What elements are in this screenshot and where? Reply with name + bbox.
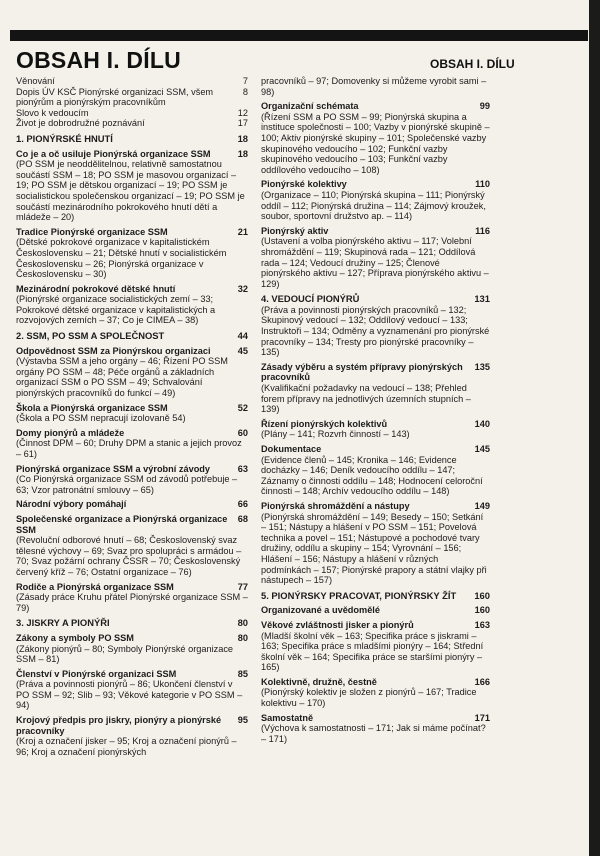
toc-section xyxy=(261,419,490,440)
toc-section xyxy=(16,715,248,757)
toc-chapter-heading xyxy=(16,331,248,342)
toc-page-number: 52 xyxy=(237,402,248,413)
toc-page-number: 12 xyxy=(237,107,248,118)
toc-section xyxy=(261,620,490,673)
toc-page-number: 17 xyxy=(237,118,248,129)
toc-page-number: 66 xyxy=(237,499,248,510)
toc-heading-text: Odpovědnost SSM za Pionýrskou organizaci xyxy=(16,345,211,356)
toc-section xyxy=(16,284,248,326)
toc-section-heading xyxy=(261,713,490,724)
toc-page-number: 131 xyxy=(474,293,490,305)
toc-right-entries xyxy=(261,101,490,744)
toc-intro-list xyxy=(16,76,248,129)
toc-section-heading xyxy=(261,419,490,430)
toc-heading-text: 2. SSM, PO SSM A SPOLEČNOST xyxy=(16,330,165,342)
toc-left-entries xyxy=(16,134,248,757)
toc-page-number: 63 xyxy=(237,463,248,474)
toc-section-description: (Škola a PO SSM nepracují izolovaně 54) xyxy=(16,413,186,424)
toc-intro-text: Dopis ÚV KSČ Pionýrské organizaci SSM, všem pionýrům a pionýrským pracovníkům xyxy=(16,86,214,108)
toc-page-number: 140 xyxy=(474,418,490,429)
toc-heading-text: Domy pionýrů a mládeže xyxy=(16,427,125,438)
toc-page-number: 80 xyxy=(237,617,248,629)
toc-heading-text: Co je a oč usiluje Pionýrská organizace SSM xyxy=(16,148,211,159)
toc-page-number: 95 xyxy=(237,715,248,726)
toc-section-heading xyxy=(261,605,490,616)
toc-section xyxy=(261,677,490,709)
toc-left-column xyxy=(16,76,248,757)
toc-page-number: 80 xyxy=(237,632,248,643)
toc-chapter xyxy=(261,591,490,602)
toc-section-heading xyxy=(16,633,248,644)
top-black-bar xyxy=(10,30,588,41)
toc-heading-text: Zákony a symboly PO SSM xyxy=(16,632,134,643)
toc-section-heading xyxy=(261,101,490,112)
toc-intro-item xyxy=(16,87,248,108)
toc-section-description: (Kroj a označení jisker – 95; Kroj a označení pionýrů – 96; Kroj a označení pionýrských xyxy=(16,736,237,757)
toc-intro-text: Život je dobrodružné poznávání xyxy=(16,118,145,129)
toc-page-number: 77 xyxy=(237,581,248,592)
toc-heading-text: Pionýrský aktiv xyxy=(261,225,329,236)
toc-page-number: 7 xyxy=(242,76,248,86)
toc-section xyxy=(261,444,490,497)
toc-intro-text: Věnování xyxy=(16,76,55,86)
toc-heading-text: Rodiče a Pionýrská organizace SSM xyxy=(16,581,174,592)
toc-page-number: 145 xyxy=(474,444,490,454)
toc-section-description: (Pionýrské organizace socialistických zemí – 33; Pokrokové dětské organizace v kapitalistických a rozvojových zemích – 37; Co je CIMEA – 38) xyxy=(16,294,216,326)
toc-section-description: (Dětské pokrokové organizace v kapitalistickém Československu – 21; Dětské hnutí v socialistickém Československu – 26; Pionýrská organizace v Československu – 30) xyxy=(16,237,227,280)
toc-intro-text: Slovo k vedoucím xyxy=(16,107,89,118)
toc-section-description: (Činnost DPM – 60; Druhy DPM a stanic a jejich provoz – 61) xyxy=(16,438,242,459)
toc-section-heading xyxy=(261,677,490,688)
toc-heading-text: Krojový předpis pro jiskry, pionýry a pionýrské pracovníky xyxy=(16,715,222,736)
toc-section-description: (Zásady práce Kruhu přátel Pionýrské organizace SSM – 79) xyxy=(16,592,248,613)
toc-section xyxy=(261,713,490,745)
toc-right-column xyxy=(261,76,490,744)
toc-section-heading xyxy=(261,226,490,237)
toc-page-number: 85 xyxy=(237,668,248,679)
toc-section xyxy=(16,149,248,223)
toc-page-number: 45 xyxy=(237,345,248,356)
toc-chapter xyxy=(261,294,490,358)
toc-section xyxy=(16,582,248,614)
toc-section xyxy=(16,499,248,510)
toc-section-description: (Pionýrská shromáždění – 149; Besedy – 150; Setkání – 151; Nástupy a hlášení v PO SSM – 151; Povelová technika a povel – 151; Nástupové a pochodové tvary družiny, oddílu a skupiny – 154; Vyrovnání – 156; Hlášení – 156; Nástupy a hlášení v různých podmínkách – 157; Pionýrské prapory a státní vlajky při nástupech – 157) xyxy=(261,511,487,586)
toc-chapter-heading xyxy=(261,294,490,305)
toc-heading-text: 4. VEDOUCÍ PIONÝRŮ xyxy=(261,293,360,305)
toc-section xyxy=(16,514,248,578)
toc-section-heading xyxy=(261,620,490,631)
toc-section-heading xyxy=(16,428,248,439)
toc-page-number: 160 xyxy=(474,589,490,601)
toc-section xyxy=(16,464,248,496)
toc-section xyxy=(16,227,248,280)
toc-page-number: 171 xyxy=(474,712,490,723)
toc-section-description: (Výchova k samostatnosti – 171; Jak si máme počínat? – 171) xyxy=(261,723,486,744)
toc-page-number: 68 xyxy=(237,513,248,524)
toc-heading-text: Pionýrské kolektivy xyxy=(261,179,347,190)
toc-section-heading xyxy=(261,362,490,383)
toc-heading-text: Organizované a uvědomělé xyxy=(261,605,380,616)
toc-page-number: 44 xyxy=(237,330,248,342)
toc-chapter xyxy=(16,618,248,629)
toc-section xyxy=(16,633,248,665)
toc-section-description: (Organizace – 110; Pionýrská skupina – 111; Pionýrský oddíl – 112; Pionýrská družina – 114; Zájmový kroužek, soubor, sportovní družstvo ap. – 114) xyxy=(261,189,486,222)
toc-page-number: 18 xyxy=(237,132,248,144)
toc-section-heading xyxy=(16,514,248,535)
toc-heading-text: Organizační schémata xyxy=(261,101,359,112)
toc-section-heading xyxy=(16,582,248,593)
toc-section-description: (Plány – 141; Rozvrh činností – 143) xyxy=(261,429,410,440)
toc-section-heading xyxy=(16,346,248,357)
toc-heading-text: Zásady výběru a systém přípravy pionýrských pracovníků xyxy=(261,361,463,383)
toc-chapter xyxy=(16,134,248,145)
toc-section-heading xyxy=(16,227,248,238)
toc-section-heading xyxy=(16,149,248,160)
toc-chapter-heading xyxy=(16,134,248,145)
toc-section-description: (PO SSM je neoddělitelnou, relativně samostatnou součástí SSM – 18; PO SSM je masovou organizací – 19; PO SSM je dětskou organizací – 19; PO SSM je socialistickou společenskou organizací – 19; PO SSM je součástí mezinárodního pokrokového hnutí dětí a mládeže – 20) xyxy=(16,159,245,223)
toc-chapter-heading xyxy=(261,591,490,602)
toc-intro-item xyxy=(16,76,248,87)
toc-page-number: 135 xyxy=(474,361,490,372)
toc-section-heading xyxy=(261,444,490,455)
toc-section xyxy=(261,362,490,415)
toc-page-number: 18 xyxy=(237,148,248,159)
toc-section xyxy=(261,101,490,175)
toc-section xyxy=(16,428,248,460)
toc-heading-text: Věkové zvláštnosti jisker a pionýrů xyxy=(261,619,414,630)
toc-heading-text: Mezinárodní pokrokové dětské hnutí xyxy=(16,283,176,294)
toc-chapter xyxy=(16,331,248,342)
toc-section-heading xyxy=(16,499,248,510)
toc-page-number: 166 xyxy=(474,676,490,687)
toc-heading-text: 5. PIONÝRSKY PRACOVAT, PIONÝRSKY ŽÍT xyxy=(261,589,457,601)
toc-heading-text: 1. PIONÝRSKÉ HNUTÍ xyxy=(16,132,113,144)
toc-section xyxy=(261,226,490,290)
toc-heading-text: Společenské organizace a Pionýrská organizace SSM xyxy=(16,513,228,535)
toc-section-heading xyxy=(261,501,490,512)
toc-section-description: (Revoluční odborové hnutí – 68; Československý svaz tělesné výchovy – 69; Svaz pro spolupráci s armádou – 70; Svaz požární ochrany ČSSR – 70; Československý červený kříž – 76; Ostatní organizace – 76) xyxy=(16,535,242,577)
toc-heading-text: Řízení pionýrských kolektivů xyxy=(261,418,388,429)
toc-section xyxy=(261,605,490,616)
toc-page-number: 149 xyxy=(474,500,490,511)
toc-page-number: 8 xyxy=(242,86,248,97)
toc-section-heading xyxy=(261,179,490,190)
toc-heading-text: Samostatně xyxy=(261,712,314,723)
toc-section-heading xyxy=(16,284,248,295)
toc-section-heading xyxy=(16,669,248,680)
toc-heading-text: Pionýrská organizace SSM a výrobní závody xyxy=(16,463,211,474)
toc-heading-text: 3. JISKRY A PIONÝŘI xyxy=(16,617,110,629)
running-header: OBSAH I. DÍLU xyxy=(430,57,515,71)
toc-continuation-text: pracovníků – 97; Domovenky si můžeme vyrobit sami – 98) xyxy=(261,76,487,97)
toc-page-number: 116 xyxy=(475,225,490,236)
toc-section xyxy=(16,669,248,711)
toc-heading-text: Dokumentace xyxy=(261,444,322,454)
toc-section-description: (Práva a povinnosti pionýrů – 86; Ukončení členství v PO SSM – 92; Slib – 93; Věkové kategorie v PO SSM – 94) xyxy=(16,679,243,711)
toc-heading-text: Členství v Pionýrské organizaci SSM xyxy=(16,668,177,679)
toc-page-number: 60 xyxy=(237,427,248,438)
toc-heading-text: Škola a Pionýrská organizace SSM xyxy=(16,402,168,413)
toc-heading-text: Pionýrská shromáždění a nástupy xyxy=(261,500,410,511)
toc-page-number: 99 xyxy=(479,101,490,112)
toc-section-description: (Výstavba SSM a jeho orgány – 46; Řízení PO SSM orgány PO SSM – 48; Péče orgánů a základních organizací SSM o PO SSM – 49; Schvalování pionýrských pracovníků do funkcí – 49) xyxy=(16,356,228,399)
toc-section-description: (Zákony pionýrů – 80; Symboly Pionýrské organizace SSM – 81) xyxy=(16,643,234,665)
toc-heading-text: Tradice Pionýrské organizace SSM xyxy=(16,226,168,237)
toc-section-heading xyxy=(16,715,248,736)
toc-section-description: (Práva a povinnosti pionýrských pracovníků – 132; Skupinový vedoucí – 132; Oddílový vedoucí – 133; Instruktoři – 134; Odměny a vyznamenání pro pionýrské pracovníky – 134; Tresty pro pionýrské pracovníky – 135) xyxy=(261,304,490,358)
toc-section xyxy=(261,501,490,586)
toc-page-number: 163 xyxy=(474,619,490,630)
toc-page-number: 21 xyxy=(237,226,248,237)
toc-section-description: (Evidence členů – 145; Kronika – 146; Evidence docházky – 146; Deník vedoucího oddílu – 147; Záznamy o činnosti oddílu – 148; Hodnocení celoroční činnosti – 148; Archív vedoucího oddílu – 148) xyxy=(261,454,483,497)
toc-section-description: (Řízení SSM a PO SSM – 99; Pionýrská skupina a instituce společnosti – 100; Vazby v pionýrské skupině – 100; Aktiv pionýrské skupiny – 101; Společenské vazby skupinového vedoucího – 102; Funkční vazby skupinového vedoucího – 103; Funkční vazby oddílového vedoucího – 108) xyxy=(261,111,490,175)
toc-heading-text: Národní výbory pomáhají xyxy=(16,499,127,510)
toc-heading-text: Kolektivně, družně, čestně xyxy=(261,676,377,687)
toc-section-description: (Pionýrský kolektiv je složen z pionýrů – 167; Tradice kolektivu – 170) xyxy=(261,687,477,709)
toc-chapter-heading xyxy=(16,618,248,629)
toc-page-number: 32 xyxy=(237,283,248,294)
toc-intro-item xyxy=(16,118,248,129)
page-title: OBSAH I. DÍLU xyxy=(16,47,181,73)
toc-page-number: 110 xyxy=(475,179,490,190)
toc-section-description: (Ustavení a volba pionýrského aktivu – 117; Volební shromáždění – 119; Skupinová rada – 121; Oddílová rada – 124; Vedoucí družiny – 125; Členové pionýrského aktivu – 127; Příprava pionýrského aktivu – 129) xyxy=(261,236,489,289)
toc-intro-item xyxy=(16,108,248,119)
toc-section-description: (Mladší školní věk – 163; Specifika práce s jiskrami – 163; Specifika práce s mladšími pionýry – 164; Střední školní věk – 164; Specifika práce se staršími pionýry – 165) xyxy=(261,630,484,673)
toc-section xyxy=(16,346,248,399)
toc-section-heading xyxy=(16,403,248,414)
toc-page-number: 160 xyxy=(474,605,490,616)
toc-section-description: (Co Pionýrská organizace SSM od závodů potřebuje – 63; Vzor patronátní smlouvy – 65) xyxy=(16,474,238,495)
toc-section xyxy=(261,179,490,221)
toc-section xyxy=(16,403,248,424)
toc-section-heading xyxy=(16,464,248,475)
toc-section-description: (Kvalifikační požadavky na vedoucí – 138; Přehled forem přípravy na jednotlivých územních stupních – 139) xyxy=(261,383,471,415)
dark-page-edge xyxy=(589,0,600,856)
